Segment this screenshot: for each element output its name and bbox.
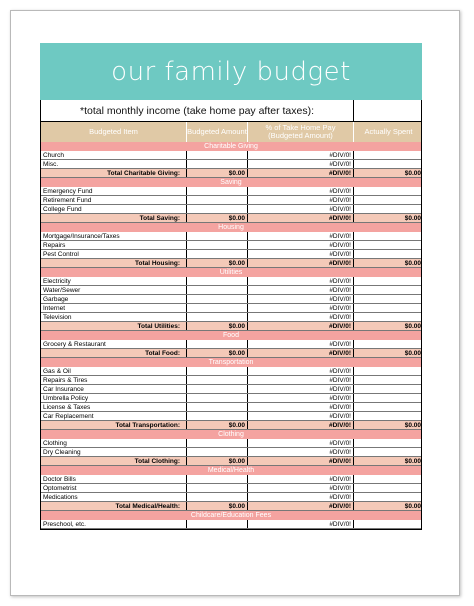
column-header: Budgeted Item xyxy=(41,122,187,142)
percent-cell: #DIV/0! xyxy=(248,412,354,420)
total-percent: #DIV/0! xyxy=(248,421,354,429)
actually-spent-cell[interactable] xyxy=(354,340,423,348)
budgeted-amount-cell[interactable] xyxy=(187,250,248,258)
total-row xyxy=(41,457,421,466)
budget-table xyxy=(40,142,422,530)
budget-item-label: License & Taxes xyxy=(41,403,187,411)
income-row xyxy=(40,100,422,122)
column-header: Actually Spent xyxy=(364,127,413,136)
table-row xyxy=(41,394,421,403)
total-percent: #DIV/0! xyxy=(248,322,354,330)
percent-cell: #DIV/0! xyxy=(248,295,354,303)
section-header: Medical/Health xyxy=(41,466,421,475)
table-row xyxy=(41,250,421,259)
percent-cell: #DIV/0! xyxy=(248,475,354,483)
total-label: Total Charitable Giving: xyxy=(41,169,187,177)
actually-spent-cell[interactable] xyxy=(354,295,423,303)
budgeted-amount-cell[interactable] xyxy=(187,241,248,249)
percent-cell: #DIV/0! xyxy=(248,277,354,285)
budget-item-label: Garbage xyxy=(41,295,187,303)
total-spent: $0.00 xyxy=(404,503,421,510)
total-budgeted: $0.00 xyxy=(187,502,248,510)
actually-spent-cell[interactable] xyxy=(354,412,423,420)
percent-cell: #DIV/0! xyxy=(248,376,354,384)
actually-spent-cell[interactable] xyxy=(354,160,423,168)
total-budgeted: $0.00 xyxy=(187,169,248,177)
percent-cell: #DIV/0! xyxy=(248,493,354,501)
budgeted-amount-cell[interactable] xyxy=(187,304,248,312)
table-row xyxy=(41,151,421,160)
table-row xyxy=(41,196,421,205)
total-spent: $0.00 xyxy=(404,260,421,267)
actually-spent-cell[interactable] xyxy=(354,286,423,294)
table-row xyxy=(41,493,421,502)
budget-item-label: Television xyxy=(41,313,187,321)
total-label: Total Housing: xyxy=(41,259,187,267)
document-page xyxy=(10,10,460,596)
table-row xyxy=(41,286,421,295)
table-row xyxy=(41,304,421,313)
budgeted-amount-cell[interactable] xyxy=(187,151,248,159)
income-value-field[interactable] xyxy=(354,100,421,121)
budgeted-amount-cell[interactable] xyxy=(187,295,248,303)
budgeted-amount-cell[interactable] xyxy=(187,232,248,240)
actually-spent-cell[interactable] xyxy=(354,151,423,159)
total-percent: #DIV/0! xyxy=(248,214,354,222)
section-header: Utilities xyxy=(41,268,421,277)
table-row xyxy=(41,367,421,376)
percent-cell: #DIV/0! xyxy=(248,304,354,312)
table-row xyxy=(41,448,421,457)
table-row xyxy=(41,187,421,196)
table-row xyxy=(41,313,421,322)
table-row xyxy=(41,439,421,448)
budget-item-label: Doctor Bills xyxy=(41,475,187,483)
total-percent: #DIV/0! xyxy=(248,502,354,510)
actually-spent-cell[interactable] xyxy=(354,475,423,483)
actually-spent-cell[interactable] xyxy=(354,439,423,447)
total-spent: $0.00 xyxy=(404,170,421,177)
budget-item-label: Optometrist xyxy=(41,484,187,492)
table-row xyxy=(41,520,421,529)
percent-cell: #DIV/0! xyxy=(248,151,354,159)
budget-item-label: Car Replacement xyxy=(41,412,187,420)
budget-item-label: Pest Control xyxy=(41,250,187,258)
section-header: Housing xyxy=(41,223,421,232)
percent-cell: #DIV/0! xyxy=(248,403,354,411)
total-row xyxy=(41,421,421,430)
percent-cell: #DIV/0! xyxy=(248,394,354,402)
total-label: Total Clothing: xyxy=(41,457,187,465)
budget-item-label: Electricity xyxy=(41,277,187,285)
budgeted-amount-cell[interactable] xyxy=(187,376,248,384)
table-row xyxy=(41,160,421,169)
budget-item-label: Clothing xyxy=(41,439,187,447)
table-row xyxy=(41,385,421,394)
percent-cell: #DIV/0! xyxy=(248,313,354,321)
total-budgeted: $0.00 xyxy=(187,457,248,465)
total-spent: $0.00 xyxy=(404,215,421,222)
budget-item-label: Emergency Fund xyxy=(41,187,187,195)
total-percent: #DIV/0! xyxy=(248,349,354,357)
table-row xyxy=(41,403,421,412)
column-headers xyxy=(40,122,422,142)
budget-item-label: Mortgage/Insurance/Taxes xyxy=(41,232,187,240)
table-row xyxy=(41,205,421,214)
section-header: Food xyxy=(41,331,421,340)
budget-item-label: Preschool, etc. xyxy=(41,520,187,528)
total-spent: $0.00 xyxy=(404,422,421,429)
actually-spent-cell[interactable] xyxy=(354,493,423,501)
actually-spent-cell[interactable] xyxy=(354,448,423,456)
budgeted-amount-cell[interactable] xyxy=(187,187,248,195)
budget-item-label: College Fund xyxy=(41,205,187,213)
percent-cell: #DIV/0! xyxy=(248,160,354,168)
section-header: Charitable Giving xyxy=(41,142,421,151)
total-spent: $0.00 xyxy=(404,458,421,465)
budget-sheet xyxy=(40,43,422,530)
total-label: Total Utilities: xyxy=(41,322,187,330)
total-budgeted: $0.00 xyxy=(187,421,248,429)
budgeted-amount-cell[interactable] xyxy=(187,385,248,393)
actually-spent-cell[interactable] xyxy=(354,196,423,204)
total-percent: #DIV/0! xyxy=(248,259,354,267)
total-row xyxy=(41,322,421,331)
table-row xyxy=(41,484,421,493)
income-label: *total monthly income (take home pay after taxes): xyxy=(41,100,354,121)
total-label: Total Food: xyxy=(41,349,187,357)
table-row xyxy=(41,241,421,250)
section-header: Clothing xyxy=(41,430,421,439)
total-percent: #DIV/0! xyxy=(248,457,354,465)
percent-cell: #DIV/0! xyxy=(248,286,354,294)
budgeted-amount-cell[interactable] xyxy=(187,448,248,456)
budgeted-amount-cell[interactable] xyxy=(187,205,248,213)
actually-spent-cell[interactable] xyxy=(354,520,423,528)
percent-cell: #DIV/0! xyxy=(248,439,354,447)
budgeted-amount-cell[interactable] xyxy=(187,439,248,447)
percent-cell: #DIV/0! xyxy=(248,484,354,492)
budgeted-amount-cell[interactable] xyxy=(187,286,248,294)
budget-item-label: Repairs & Tires xyxy=(41,376,187,384)
percent-cell: #DIV/0! xyxy=(248,205,354,213)
table-row xyxy=(41,295,421,304)
total-row xyxy=(41,169,421,178)
percent-cell: #DIV/0! xyxy=(248,187,354,195)
percent-cell: #DIV/0! xyxy=(248,520,354,528)
actually-spent-cell[interactable] xyxy=(354,187,423,195)
actually-spent-cell[interactable] xyxy=(354,367,423,375)
budget-item-label: Medications xyxy=(41,493,187,501)
total-budgeted: $0.00 xyxy=(187,214,248,222)
actually-spent-cell[interactable] xyxy=(354,250,423,258)
budgeted-amount-cell[interactable] xyxy=(187,196,248,204)
budgeted-amount-cell[interactable] xyxy=(187,475,248,483)
actually-spent-cell[interactable] xyxy=(354,313,423,321)
budget-item-label: Church xyxy=(41,151,187,159)
budget-item-label: Car Insurance xyxy=(41,385,187,393)
section-header: Transportation xyxy=(41,358,421,367)
total-row xyxy=(41,214,421,223)
budget-item-label: Grocery & Restaurant xyxy=(41,340,187,348)
budgeted-amount-cell[interactable] xyxy=(187,403,248,411)
percent-cell: #DIV/0! xyxy=(248,367,354,375)
budgeted-amount-cell[interactable] xyxy=(187,520,248,528)
percent-cell: #DIV/0! xyxy=(248,232,354,240)
budgeted-amount-cell[interactable] xyxy=(187,394,248,402)
budgeted-amount-cell[interactable] xyxy=(187,367,248,375)
column-header: % of Take Home Pay (Budgeted Amount) xyxy=(248,122,354,142)
budget-item-label: Misc. xyxy=(41,160,187,168)
total-row xyxy=(41,349,421,358)
table-row xyxy=(41,475,421,484)
actually-spent-cell[interactable] xyxy=(354,385,423,393)
total-spent: $0.00 xyxy=(404,323,421,330)
total-spent: $0.00 xyxy=(404,350,421,357)
total-label: Total Saving: xyxy=(41,214,187,222)
budget-item-label: Umbrella Policy xyxy=(41,394,187,402)
section-header: Childcare/Education Fees xyxy=(41,511,421,520)
actually-spent-cell[interactable] xyxy=(354,205,423,213)
percent-cell: #DIV/0! xyxy=(248,241,354,249)
total-budgeted: $0.00 xyxy=(187,259,248,267)
actually-spent-cell[interactable] xyxy=(354,277,423,285)
table-row xyxy=(41,376,421,385)
total-budgeted: $0.00 xyxy=(187,322,248,330)
budget-item-label: Dry Cleaning xyxy=(41,448,187,456)
actually-spent-cell[interactable] xyxy=(354,304,423,312)
table-row xyxy=(41,232,421,241)
actually-spent-cell[interactable] xyxy=(354,232,423,240)
budget-item-label: Internet xyxy=(41,304,187,312)
budget-item-label: Retirement Fund xyxy=(41,196,187,204)
percent-cell: #DIV/0! xyxy=(248,448,354,456)
budget-item-label: Repairs xyxy=(41,241,187,249)
percent-cell: #DIV/0! xyxy=(248,250,354,258)
total-budgeted: $0.00 xyxy=(187,349,248,357)
budget-item-label: Gas & Oil xyxy=(41,367,187,375)
budgeted-amount-cell[interactable] xyxy=(187,493,248,501)
actually-spent-cell[interactable] xyxy=(354,241,423,249)
actually-spent-cell[interactable] xyxy=(354,376,423,384)
actually-spent-cell[interactable] xyxy=(354,403,423,411)
budget-item-label: Water/Sewer xyxy=(41,286,187,294)
budgeted-amount-cell[interactable] xyxy=(187,412,248,420)
actually-spent-cell[interactable] xyxy=(354,484,423,492)
total-row xyxy=(41,502,421,511)
section-header: Saving xyxy=(41,178,421,187)
budgeted-amount-cell[interactable] xyxy=(187,160,248,168)
table-row xyxy=(41,412,421,421)
page-title: our family budget xyxy=(40,43,422,100)
budgeted-amount-cell[interactable] xyxy=(187,277,248,285)
table-row xyxy=(41,277,421,286)
percent-cell: #DIV/0! xyxy=(248,340,354,348)
table-row xyxy=(41,340,421,349)
budgeted-amount-cell[interactable] xyxy=(187,484,248,492)
total-row xyxy=(41,259,421,268)
actually-spent-cell[interactable] xyxy=(354,394,423,402)
percent-cell: #DIV/0! xyxy=(248,385,354,393)
total-label: Total Medical/Health: xyxy=(41,502,187,510)
budgeted-amount-cell[interactable] xyxy=(187,313,248,321)
percent-cell: #DIV/0! xyxy=(248,196,354,204)
total-percent: #DIV/0! xyxy=(248,169,354,177)
total-label: Total Transportation: xyxy=(41,421,187,429)
budgeted-amount-cell[interactable] xyxy=(187,340,248,348)
column-header: Budgeted Amount xyxy=(187,122,248,142)
